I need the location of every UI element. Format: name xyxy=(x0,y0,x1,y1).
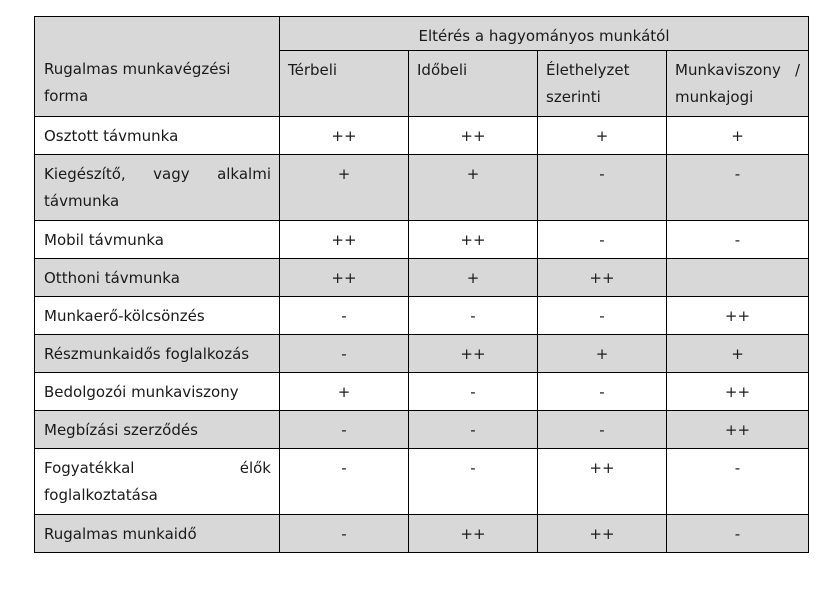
cell-value: ++ xyxy=(667,411,809,449)
row-label: Bedolgozói munkaviszony xyxy=(35,373,280,411)
cell-value: - xyxy=(280,411,409,449)
cell-value: ++ xyxy=(280,117,409,155)
table-row xyxy=(35,117,809,155)
cell-value: - xyxy=(538,297,667,335)
cell-value: ++ xyxy=(538,259,667,297)
table-row xyxy=(35,297,809,335)
row-label: Részmunkaidős foglalkozás xyxy=(35,335,280,373)
header-col-idobeli: Időbeli xyxy=(409,51,538,117)
table-row xyxy=(35,335,809,373)
header-group-cell: Eltérés a hagyományos munkától xyxy=(280,17,809,51)
cell-value: - xyxy=(538,221,667,259)
row-label: Megbízási szerződés xyxy=(35,411,280,449)
row-label: Kiegészítő, vagy alkalmi távmunka xyxy=(35,155,280,221)
cell-value: + xyxy=(280,155,409,221)
cell-value: - xyxy=(538,155,667,221)
cell-value: - xyxy=(280,515,409,553)
cell-value: - xyxy=(280,335,409,373)
cell-value: - xyxy=(667,515,809,553)
cell-value: - xyxy=(667,155,809,221)
cell-value: + xyxy=(280,373,409,411)
cell-value: ++ xyxy=(280,221,409,259)
table-row xyxy=(35,411,809,449)
cell-value xyxy=(667,259,809,297)
cell-value: ++ xyxy=(409,335,538,373)
cell-value: + xyxy=(409,259,538,297)
cell-value: + xyxy=(409,155,538,221)
cell-value: ++ xyxy=(538,449,667,515)
cell-value: - xyxy=(409,297,538,335)
cell-value: - xyxy=(667,221,809,259)
row-label: Fogyatékkal élők foglalkoztatása xyxy=(35,449,280,515)
row-label: Mobil távmunka xyxy=(35,221,280,259)
cell-value: ++ xyxy=(409,221,538,259)
cell-value: - xyxy=(280,449,409,515)
cell-value: - xyxy=(538,411,667,449)
table-row xyxy=(35,221,809,259)
cell-value: ++ xyxy=(409,117,538,155)
cell-value: - xyxy=(538,373,667,411)
row-label: Otthoni távmunka xyxy=(35,259,280,297)
table-row xyxy=(35,155,809,221)
row-label: Munkaerő-kölcsönzés xyxy=(35,297,280,335)
cell-value: - xyxy=(280,297,409,335)
cell-value: - xyxy=(409,373,538,411)
cell-value: + xyxy=(538,117,667,155)
cell-value: ++ xyxy=(280,259,409,297)
row-label: Rugalmas munkaidő xyxy=(35,515,280,553)
header-row-group xyxy=(35,17,809,51)
table-row xyxy=(35,373,809,411)
row-label: Osztott távmunka xyxy=(35,117,280,155)
cell-value: + xyxy=(667,117,809,155)
comparison-table xyxy=(34,16,809,553)
header-col-elethelyzet: Élethelyzet szerinti xyxy=(538,51,667,117)
table-row xyxy=(35,515,809,553)
cell-value: + xyxy=(538,335,667,373)
header-form-cell: Rugalmas munkavégzési forma xyxy=(35,17,280,117)
cell-value: ++ xyxy=(667,297,809,335)
cell-value: ++ xyxy=(667,373,809,411)
cell-value: - xyxy=(409,411,538,449)
header-col-munkaviszony: Munkaviszony / munkajogi xyxy=(667,51,809,117)
header-col-terbeli: Térbeli xyxy=(280,51,409,117)
cell-value: ++ xyxy=(538,515,667,553)
table-row xyxy=(35,449,809,515)
cell-value: ++ xyxy=(409,515,538,553)
table-row xyxy=(35,259,809,297)
cell-value: - xyxy=(667,449,809,515)
cell-value: - xyxy=(409,449,538,515)
cell-value: + xyxy=(667,335,809,373)
